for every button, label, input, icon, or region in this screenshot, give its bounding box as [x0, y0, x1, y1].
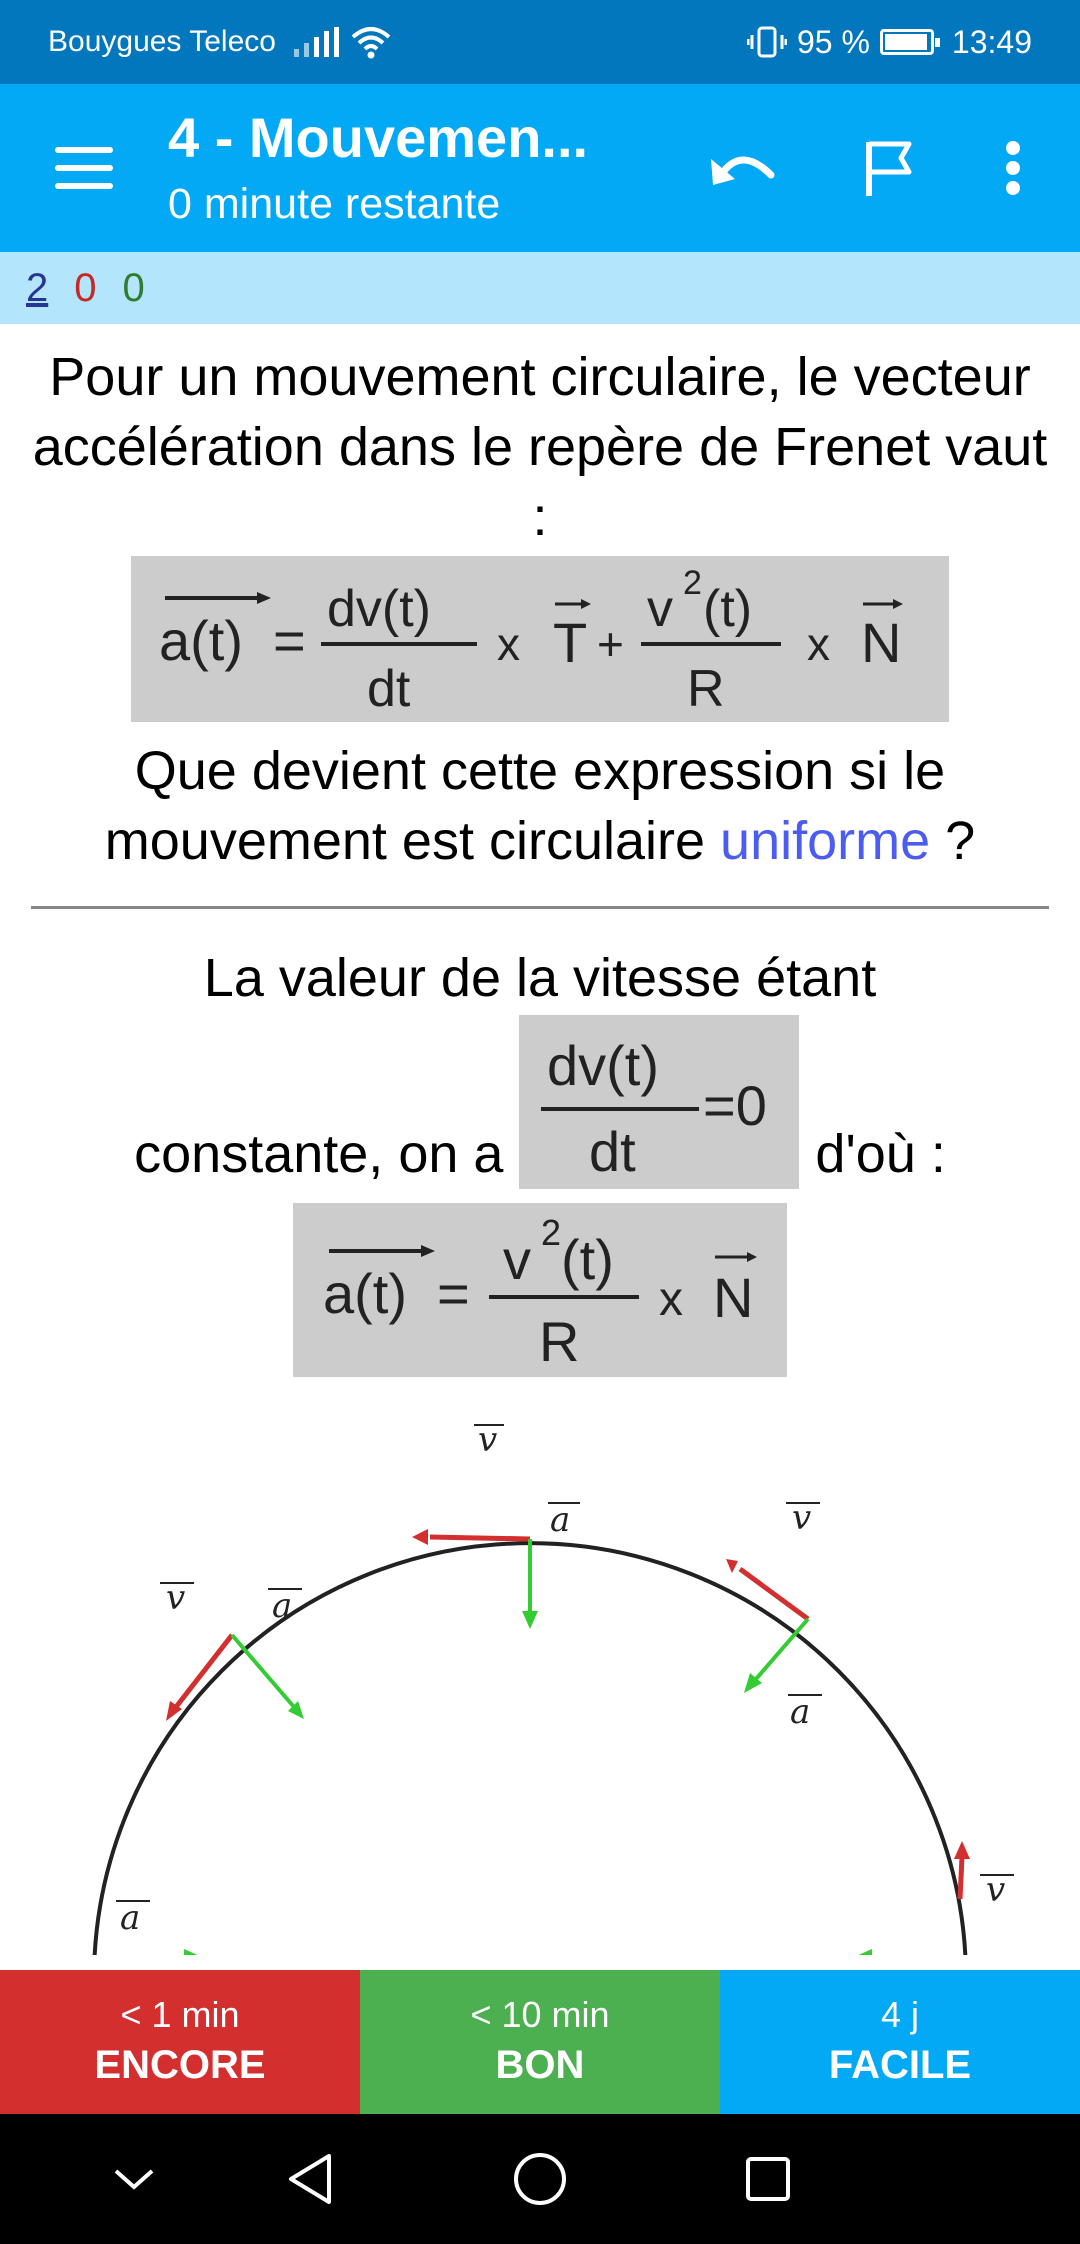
highlight-uniforme: uniforme	[720, 811, 931, 871]
answer-line-2: constante, on a dv(t) dt =0 d'où :	[0, 1015, 1080, 1189]
frenet-acceleration-formula	[131, 556, 949, 722]
battery-icon	[880, 29, 934, 55]
a-label-topright	[788, 1692, 822, 1732]
svg-text:a(t): a(t)	[323, 1262, 407, 1325]
svg-text:(t): (t)	[561, 1228, 614, 1291]
carrier-name: Bouygues Teleco	[48, 25, 276, 58]
question-text: Pour un mouvement circulaire, le vecteur accélération dans le repère de Frenet vaut :	[32, 347, 1048, 547]
svg-text:=0: =0	[703, 1074, 768, 1137]
svg-text:a: a	[550, 1500, 571, 1540]
svg-text:dv(t): dv(t)	[547, 1034, 660, 1097]
v-label-topleft	[160, 1578, 194, 1618]
again-button[interactable]	[0, 1970, 360, 2114]
svg-text:v: v	[478, 1420, 498, 1460]
chevron-down-icon[interactable]	[74, 2114, 194, 2244]
toolbar-titles	[168, 104, 668, 232]
v-label-topright	[786, 1498, 820, 1538]
good-interval: < 10 min	[470, 1994, 610, 2035]
deck-title: 4 - Mouvemen...	[168, 106, 589, 169]
svg-text:v: v	[503, 1228, 531, 1291]
card-counts-bar	[0, 252, 1080, 324]
app-toolbar	[0, 84, 1080, 252]
svg-text:N: N	[713, 1266, 754, 1329]
signal-icon	[294, 27, 339, 57]
svg-text:2: 2	[541, 1212, 562, 1253]
status-bar	[0, 0, 1080, 84]
svg-text:N: N	[861, 611, 902, 674]
circular-motion-diagram	[0, 1389, 1080, 1955]
good-label: BON	[495, 2043, 585, 2087]
easy-interval: 4 j	[880, 1994, 920, 2035]
recents-icon[interactable]	[708, 2114, 828, 2244]
svg-text:v: v	[647, 580, 673, 638]
dv-dt-zero-formula	[519, 1015, 799, 1189]
svg-text:a: a	[790, 1692, 811, 1732]
svg-text:+: +	[597, 618, 624, 670]
svg-text:T: T	[553, 611, 588, 674]
uniform-acceleration-formula	[293, 1203, 787, 1377]
svg-text:dt: dt	[367, 660, 411, 718]
wifi-icon	[351, 25, 391, 59]
a-label-topleft	[268, 1586, 302, 1626]
more-vert-icon[interactable]	[953, 84, 1073, 252]
svg-text:v: v	[166, 1578, 186, 1618]
svg-text:R: R	[539, 1310, 580, 1373]
again-label: ENCORE	[94, 2043, 266, 2087]
a-label-top	[548, 1500, 580, 1540]
svg-text:a: a	[120, 1898, 141, 1938]
time-remaining: 0 minute restante	[168, 180, 501, 228]
home-icon[interactable]	[480, 2114, 600, 2244]
review-count: 0	[122, 265, 145, 310]
answer-line-1: La valeur de la vitesse étant	[203, 948, 877, 1008]
a-label-left	[116, 1898, 150, 1938]
svg-text:v: v	[792, 1498, 812, 1538]
svg-text:dt: dt	[589, 1120, 637, 1183]
svg-text:a: a	[272, 1586, 293, 1626]
question-uniform: Que devient cette expression si le mouvement est circulaire uniforme ?	[104, 741, 976, 871]
again-interval: < 1 min	[120, 1994, 240, 2035]
svg-text:=: =	[273, 609, 306, 672]
flag-icon[interactable]	[830, 84, 950, 252]
back-icon[interactable]	[250, 2114, 370, 2244]
undo-icon[interactable]	[684, 84, 804, 252]
card-content[interactable]	[0, 324, 1080, 1970]
svg-text:R: R	[687, 660, 725, 718]
svg-text:dv(t): dv(t)	[327, 580, 431, 638]
answer-buttons	[0, 1970, 1080, 2114]
svg-text:(t): (t)	[703, 580, 753, 638]
vibrate-icon	[747, 25, 787, 59]
v-label-top	[474, 1420, 504, 1460]
answer-separator	[31, 906, 1049, 909]
svg-text:2: 2	[683, 564, 702, 602]
menu-icon[interactable]	[0, 84, 168, 252]
svg-text:v: v	[986, 1870, 1006, 1910]
battery-percent: 95 %	[796, 23, 870, 60]
svg-text:x: x	[807, 618, 830, 670]
easy-label: FACILE	[828, 2043, 972, 2087]
svg-text:x: x	[659, 1273, 683, 1326]
new-count: 2	[26, 265, 49, 310]
svg-text:=: =	[437, 1262, 470, 1325]
clock: 13:49	[951, 23, 1032, 60]
v-label-right	[980, 1870, 1014, 1910]
learning-count: 0	[74, 265, 97, 310]
system-nav-bar	[0, 2114, 1080, 2244]
svg-text:a(t): a(t)	[159, 609, 243, 672]
good-button[interactable]	[360, 1970, 720, 2114]
easy-button[interactable]	[720, 1970, 1080, 2114]
svg-text:x: x	[497, 618, 520, 670]
